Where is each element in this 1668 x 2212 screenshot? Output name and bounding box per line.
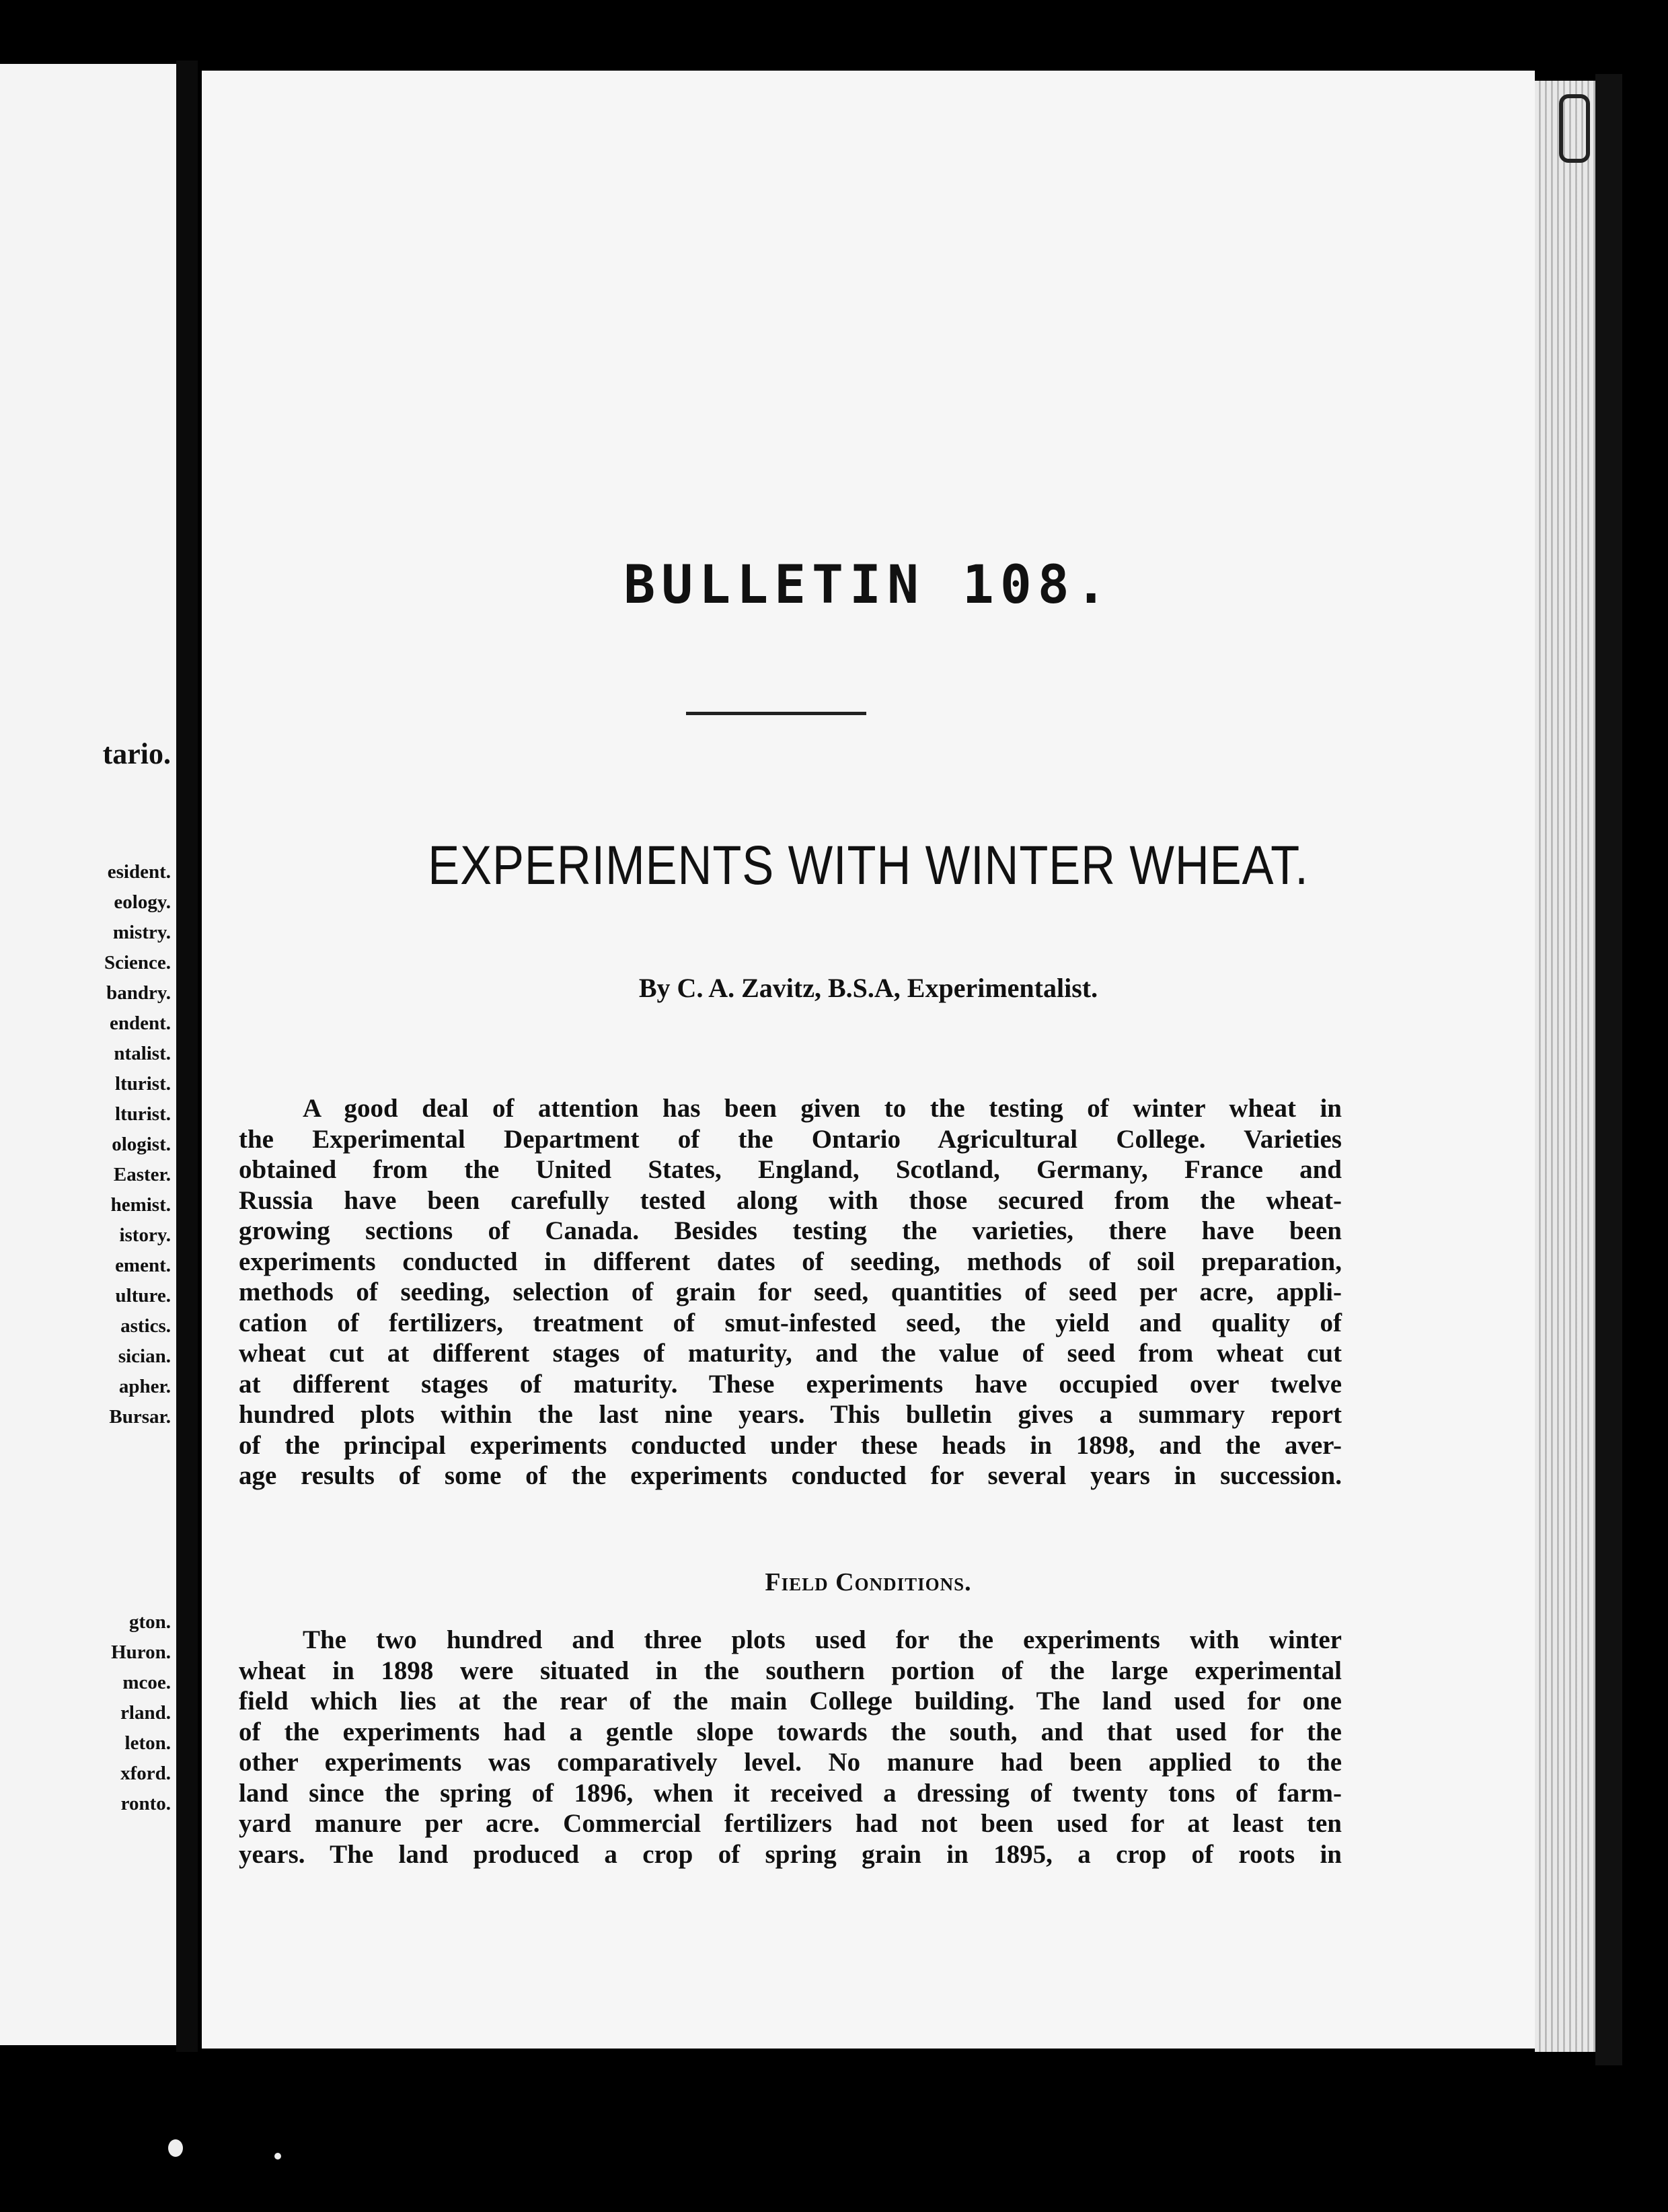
left-fragment-line: astics. bbox=[120, 1315, 171, 1337]
text-line: obtained from the United States, England, Scotland, Germany, France and bbox=[239, 1155, 1342, 1184]
left-fragment-line: Bursar. bbox=[109, 1406, 171, 1428]
section-heading: Field Conditions. bbox=[765, 1568, 972, 1596]
left-fragment-line: ntalist. bbox=[114, 1043, 171, 1064]
text-line: hundred plots within the last nine years. This bulletin gives a summary report bbox=[239, 1400, 1342, 1429]
left-fragment-line: xford. bbox=[120, 1763, 171, 1784]
text-line: other experiments was comparatively level. No manure had been applied to the bbox=[239, 1748, 1342, 1777]
previous-page-fragment bbox=[0, 64, 176, 2045]
book-gutter bbox=[176, 61, 198, 2052]
text-line: the Experimental Department of the Ontario Agricultural College. Varieties bbox=[239, 1124, 1342, 1154]
left-fragment-line: Huron. bbox=[111, 1642, 171, 1663]
left-fragment-line: mistry. bbox=[112, 922, 171, 943]
text-line: wheat cut at different stages of maturity, and the value of seed from wheat cut bbox=[239, 1339, 1342, 1368]
text-line: The two hundred and three plots used for the experiments with winter bbox=[303, 1625, 1342, 1654]
left-fragment-line: mcoe. bbox=[122, 1672, 171, 1693]
left-fragment-line: bandry. bbox=[106, 982, 171, 1004]
text-line: growing sections of Canada. Besides testing the varieties, there have been bbox=[239, 1216, 1342, 1245]
left-fragment-line: ement. bbox=[115, 1255, 171, 1276]
text-line: land since the spring of 1896, when it received a dressing of twenty tons of farm- bbox=[239, 1778, 1342, 1808]
left-fragment-line: lturist. bbox=[115, 1073, 171, 1095]
text-line: wheat in 1898 were situated in the southern portion of the large experimental bbox=[239, 1656, 1342, 1685]
left-fragment-line: Science. bbox=[104, 952, 171, 973]
scan-speck bbox=[168, 2139, 183, 2157]
text-line: years. The land produced a crop of spring grain in 1895, a crop of roots in bbox=[239, 1839, 1342, 1869]
left-fragment-line: endent. bbox=[109, 1012, 171, 1034]
left-fragment-line: leton. bbox=[124, 1732, 171, 1754]
page-edges bbox=[1535, 81, 1595, 2052]
field-conditions-paragraph bbox=[239, 1625, 1342, 1870]
left-fragment-line: istory. bbox=[119, 1224, 171, 1246]
left-fragment-line: ologist. bbox=[112, 1134, 171, 1155]
intro-paragraph bbox=[239, 1093, 1342, 1491]
text-line: Russia have been carefully tested along with those secured from the wheat- bbox=[239, 1185, 1342, 1215]
left-fragment-line: hemist. bbox=[110, 1194, 171, 1216]
text-line: A good deal of attention has been given to the testing of winter wheat in bbox=[303, 1094, 1342, 1123]
author-byline: By C. A. Zavitz, B.S.A, Experimentalist. bbox=[638, 973, 1098, 1003]
article-title: EXPERIMENTS WITH WINTER WHEAT. bbox=[428, 835, 1309, 896]
text-line: experiments conducted in different dates of seeding, methods of soil preparation, bbox=[239, 1247, 1342, 1276]
left-fragment-line: esident. bbox=[107, 861, 171, 883]
text-line: yard manure per acre. Commercial fertilizers had not been used for at least ten bbox=[239, 1809, 1342, 1838]
left-fragment-heading: tario. bbox=[102, 737, 171, 770]
left-fragment-line: rland. bbox=[120, 1702, 171, 1724]
text-line: of the principal experiments conducted under these heads in 1898, and the aver- bbox=[239, 1430, 1342, 1460]
left-fragment-line: gton. bbox=[128, 1611, 171, 1633]
left-fragment-line: sician. bbox=[118, 1345, 171, 1367]
text-line: of the experiments had a gentle slope towards the south, and that used for the bbox=[239, 1717, 1342, 1746]
left-fragment-line: eology. bbox=[114, 891, 171, 913]
text-line: age results of some of the experiments conducted for several years in succession. bbox=[239, 1461, 1342, 1490]
text-line: methods of seeding, selection of grain for seed, quantities of seed per acre, appli- bbox=[239, 1278, 1342, 1306]
left-fragment-line: lturist. bbox=[115, 1103, 171, 1125]
left-fragment-line: apher. bbox=[118, 1376, 171, 1397]
scan-speck bbox=[274, 2153, 281, 2160]
binding-shadow bbox=[1595, 74, 1622, 2065]
text-line: cation of fertilizers, treatment of smut-infested seed, the yield and quality of bbox=[239, 1308, 1342, 1337]
title-divider bbox=[686, 712, 866, 715]
text-line: field which lies at the rear of the main College building. The land used for one bbox=[239, 1687, 1342, 1716]
bulletin-number: BULLETIN 108. bbox=[623, 555, 1113, 616]
bulletin-page bbox=[202, 71, 1535, 2049]
left-fragment-line: ronto. bbox=[120, 1793, 171, 1814]
text-line: at different stages of maturity. These experiments have occupied over twelve bbox=[239, 1369, 1342, 1399]
clip-mark bbox=[1559, 94, 1590, 163]
left-fragment-line: Easter. bbox=[113, 1164, 171, 1185]
left-fragment-line: ulture. bbox=[115, 1285, 171, 1306]
